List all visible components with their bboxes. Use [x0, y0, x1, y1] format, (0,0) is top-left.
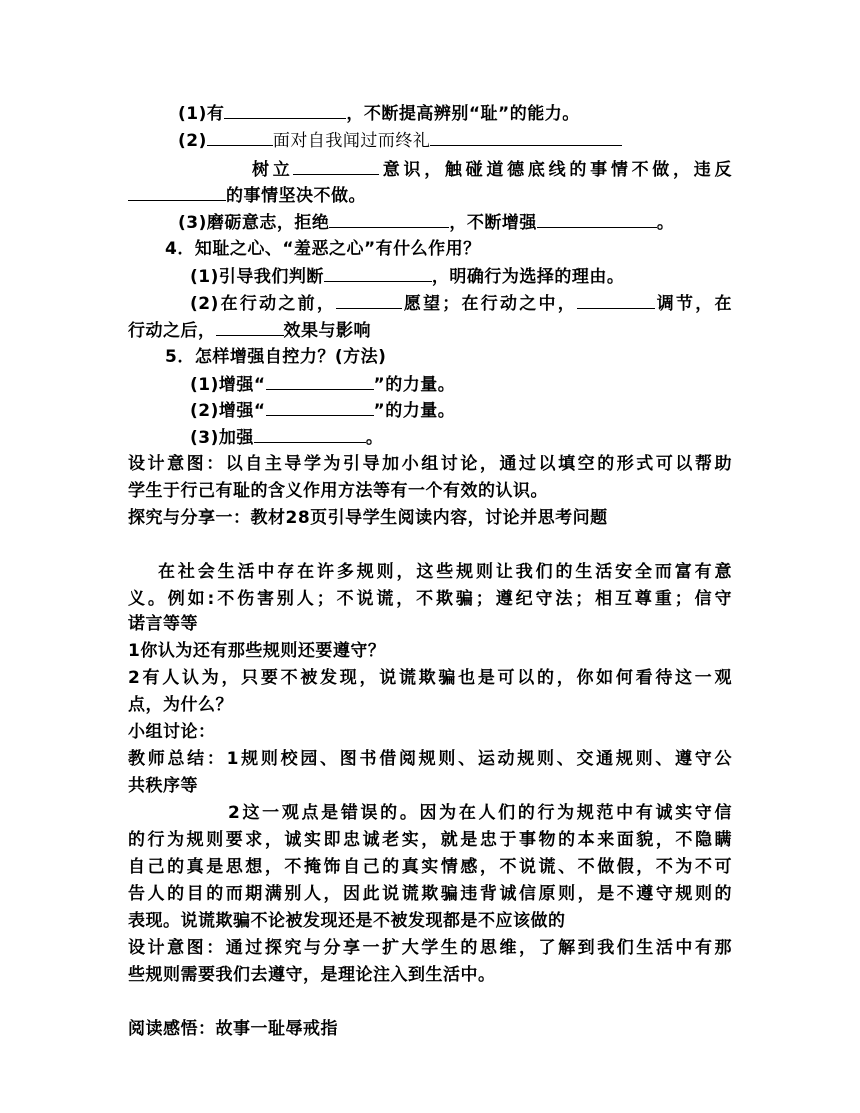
explore-question-2-line1 — [128, 665, 732, 692]
item-text: (3)磨砺意志，拒绝 — [178, 213, 330, 233]
item-text: (2) — [178, 131, 207, 151]
fill-blank — [207, 127, 273, 146]
item-text: (2)增强“ — [190, 401, 266, 421]
group-discussion: 小组讨论： — [128, 722, 216, 742]
fill-blank — [537, 209, 657, 228]
teacher-summary-line1 — [128, 746, 732, 773]
answer-2-line2 — [128, 827, 732, 854]
explore-share-title: 探究与分享一：教材28页引导学生阅读内容，讨论并思考问题 — [128, 508, 608, 528]
design-intent-1-line2: 学生于行己有耻的含义作用方法等有一个有效的认识。 — [128, 481, 548, 501]
fill-blank — [224, 100, 346, 119]
answer-2-line3 — [128, 854, 732, 881]
paragraph-text: 自己的真是思想，不掩饰自己的真实情感，不说谎、不做假，不为不可 — [128, 857, 732, 877]
explore-paragraph-line2 — [128, 586, 732, 613]
item-text: ，不断增强 — [449, 213, 537, 233]
explore-paragraph-line1 — [158, 559, 732, 586]
answer-2-line4 — [128, 881, 732, 908]
item-4-2-line2 — [128, 317, 371, 345]
item-3-2-line3 — [128, 182, 366, 210]
fill-blank — [128, 182, 226, 201]
answer-2-line1 — [228, 800, 732, 827]
paragraph-text: 的行为规则要求，诚实即忠诚老实，就是忠于事物的本来面貌，不隐瞒 — [128, 830, 732, 850]
paragraph-text: 教师总结：1规则校园、图书借阅规则、运动规则、交通规则、遵守公 — [128, 749, 732, 769]
fill-blank — [577, 290, 655, 309]
reading-reflection-title: 阅读感悟：故事一耻辱戒指 — [128, 1019, 338, 1039]
item-text: (3)加强 — [190, 428, 254, 448]
explore-question-1: 1你认为还有那些规则还要遵守？ — [128, 641, 386, 661]
item-5-2 — [190, 397, 455, 425]
item-text: ”的力量。 — [373, 401, 456, 421]
fill-blank — [324, 263, 432, 282]
item-5-3 — [190, 424, 383, 452]
fill-blank — [266, 397, 374, 416]
fill-blank — [254, 424, 366, 443]
item-3-2 — [178, 127, 622, 155]
item-text: (1)引导我们判断 — [190, 267, 324, 287]
item-3-3 — [178, 209, 674, 237]
fill-blank — [336, 290, 402, 309]
teacher-summary-line2: 共秩序等 — [128, 776, 198, 796]
item-text: ，不断提高辨别“耻”的能力。 — [346, 104, 580, 124]
item-text: (1)有 — [178, 104, 225, 124]
question-4-title: 4．知耻之心、“羞恶之心”有什么作用？ — [165, 239, 481, 259]
fill-blank — [430, 127, 622, 146]
paragraph-text: 义。例如:不伤害别人；不说谎，不欺骗；遵纪守法；相互尊重；信守 — [128, 589, 732, 609]
item-text: 的事情坚决不做。 — [226, 186, 366, 206]
fill-blank — [216, 317, 284, 336]
design-intent-2-line1 — [128, 935, 732, 962]
design-intent-2-line2: 些规则需要我们去遵守，是理论注入到生活中。 — [128, 965, 496, 985]
item-text: 树立 — [252, 160, 294, 180]
question-5-title: 5．怎样增强自控力？(方法) — [165, 347, 387, 367]
fill-blank — [329, 209, 449, 228]
item-text: 行动之后， — [128, 321, 216, 341]
design-intent-1 — [128, 451, 732, 478]
fill-blank — [266, 371, 374, 390]
item-text: (1)增强“ — [190, 375, 266, 395]
paragraph-text: 在社会生活中存在许多规则，这些规则让我们的生活安全而富有意 — [158, 562, 732, 582]
item-text: 调节，在 — [655, 294, 733, 314]
item-text: ，明确行为选择的理由。 — [431, 267, 625, 287]
paragraph-text: 设计意图：通过探究与分享一扩大学生的思维，了解到我们生活中有那 — [128, 938, 732, 958]
item-4-2 — [190, 290, 732, 318]
item-text: 面对自我闻过而终礼 — [272, 131, 431, 151]
explore-paragraph-line3: 诺言等等 — [128, 614, 198, 634]
item-4-1 — [190, 263, 624, 291]
item-text: 愿望；在行动之中， — [402, 294, 578, 314]
item-3-1 — [178, 100, 580, 128]
fill-blank — [293, 156, 379, 175]
item-text: 。 — [656, 213, 675, 233]
explore-question-2-line2: 点，为什么？ — [128, 695, 233, 715]
item-text: (2)在行动之前， — [190, 294, 337, 314]
design-intent-1-line1: 设计意图：以自主导学为引导加小组讨论，通过以填空的形式可以帮助 — [128, 454, 732, 474]
item-text: 效果与影响 — [283, 321, 371, 341]
answer-2-line5: 表现。说谎欺骗不论被发现还是不被发现都是不应该做的 — [128, 911, 566, 931]
paragraph-text: 2有人认为，只要不被发现，说谎欺骗也是可以的，你如何看待这一观 — [128, 668, 732, 688]
paragraph-text: 2这一观点是错误的。因为在人们的行为规范中有诚实守信 — [228, 803, 732, 823]
item-text: ”的力量。 — [373, 375, 456, 395]
paragraph-text: 告人的目的而期满别人，因此说谎欺骗违背诚信原则，是不遵守规则的 — [128, 884, 732, 904]
item-5-1 — [190, 371, 455, 399]
item-3-2-line2 — [252, 156, 732, 184]
item-text: 意识，触碰道德底线的事情不做，违反 — [379, 160, 733, 180]
item-text: 。 — [365, 428, 384, 448]
